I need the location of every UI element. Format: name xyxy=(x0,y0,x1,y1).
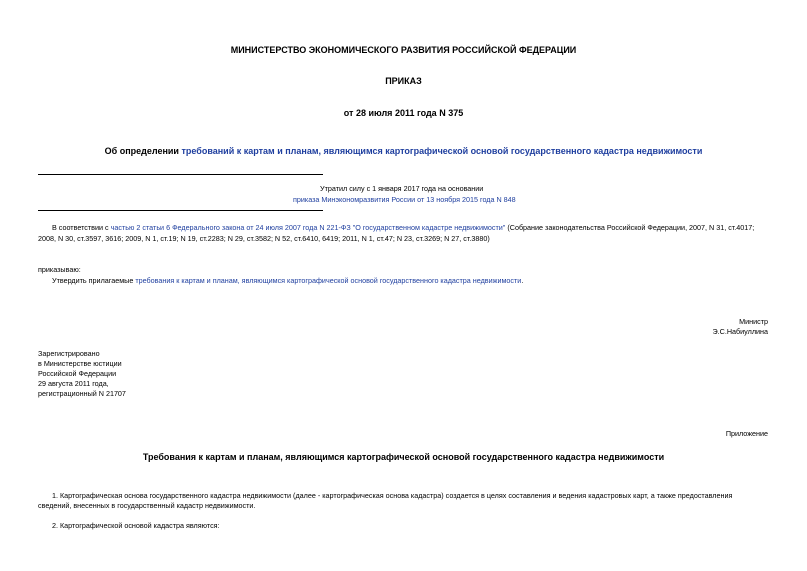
preamble-line-1 xyxy=(52,223,772,233)
doc-date-number: от 28 июля 2011 года N 375 xyxy=(343,108,464,118)
document-title xyxy=(0,146,807,156)
registration-line: Российской Федерации xyxy=(38,369,117,378)
status-repeal-link[interactable]: приказа Минэкономразвития России от 13 ноября 2015 года N 848 xyxy=(293,195,516,204)
paragraph-2: 2. Картографической основой кадастра являются: xyxy=(52,521,220,530)
signature-position: Министр xyxy=(739,317,768,326)
order-word: приказываю: xyxy=(38,265,81,274)
doc-type-heading: ПРИКАЗ xyxy=(385,76,422,86)
appendix-title: Требования к картам и планам, являющимся картографической основой государственного кадастра недвижимости xyxy=(142,452,665,462)
appendix-label: Приложение xyxy=(725,429,768,438)
divider-top xyxy=(38,174,323,175)
ministry-heading: МИНИСТЕРСТВО ЭКОНОМИЧЕСКОГО РАЗВИТИЯ РОССИЙСКОЙ ФЕДЕРАЦИИ xyxy=(230,45,577,55)
registration-line: Зарегистрировано xyxy=(38,349,100,358)
preamble-line-2: 2008, N 30, ст.3597, 3616; 2009, N 1, ст.19; N 19, ст.2283; N 29, ст.3582; N 52, ст.6410, 6419; 2011, N 1, ст.47; N 23, ст.3269; N 27, ст.3880) xyxy=(38,234,490,243)
approve-requirements-link[interactable]: требования к картам и планам, являющимся картографической основой государственного кадастра недвижимости xyxy=(135,276,522,285)
status-line: Утратил силу с 1 января 2017 года на основании xyxy=(320,184,484,193)
registration-line: 29 августа 2011 года, xyxy=(38,379,109,388)
title-requirements-link[interactable]: требований к картам и планам, являющимся картографической основой государственного кадастра недвижимости xyxy=(181,146,703,156)
preamble-suffix: (Собрание законодательства Российской Федерации, 2007, N 31, ст.4017; xyxy=(505,223,755,232)
approve-line xyxy=(52,276,752,286)
preamble-prefix: В соответствии с xyxy=(52,223,111,232)
paragraph-1-line-2: сведений, внесенных в государственный кадастр недвижимости. xyxy=(38,501,256,510)
title-prefix: Об определении xyxy=(104,146,182,156)
approve-suffix: . xyxy=(521,276,524,285)
registration-line: в Министерстве юстиции xyxy=(38,359,122,368)
signature-name: Э.С.Набиуллина xyxy=(712,327,768,336)
registration-block xyxy=(38,349,238,399)
paragraph-1-line-1: 1. Картографическая основа государственного кадастра недвижимости (далее - картографическая основа кадастра) создается в целях составления и ведения кадастровых карт, а также предоставления xyxy=(52,491,733,500)
preamble-law-link[interactable]: частью 2 статьи 6 Федерального закона от 24 июля 2007 года N 221-ФЗ "О государственном кадастре недвижимости" xyxy=(110,223,506,232)
registration-line: регистрационный N 21707 xyxy=(38,389,126,398)
divider-bottom xyxy=(38,210,323,211)
approve-prefix: Утвердить прилагаемые xyxy=(52,276,136,285)
